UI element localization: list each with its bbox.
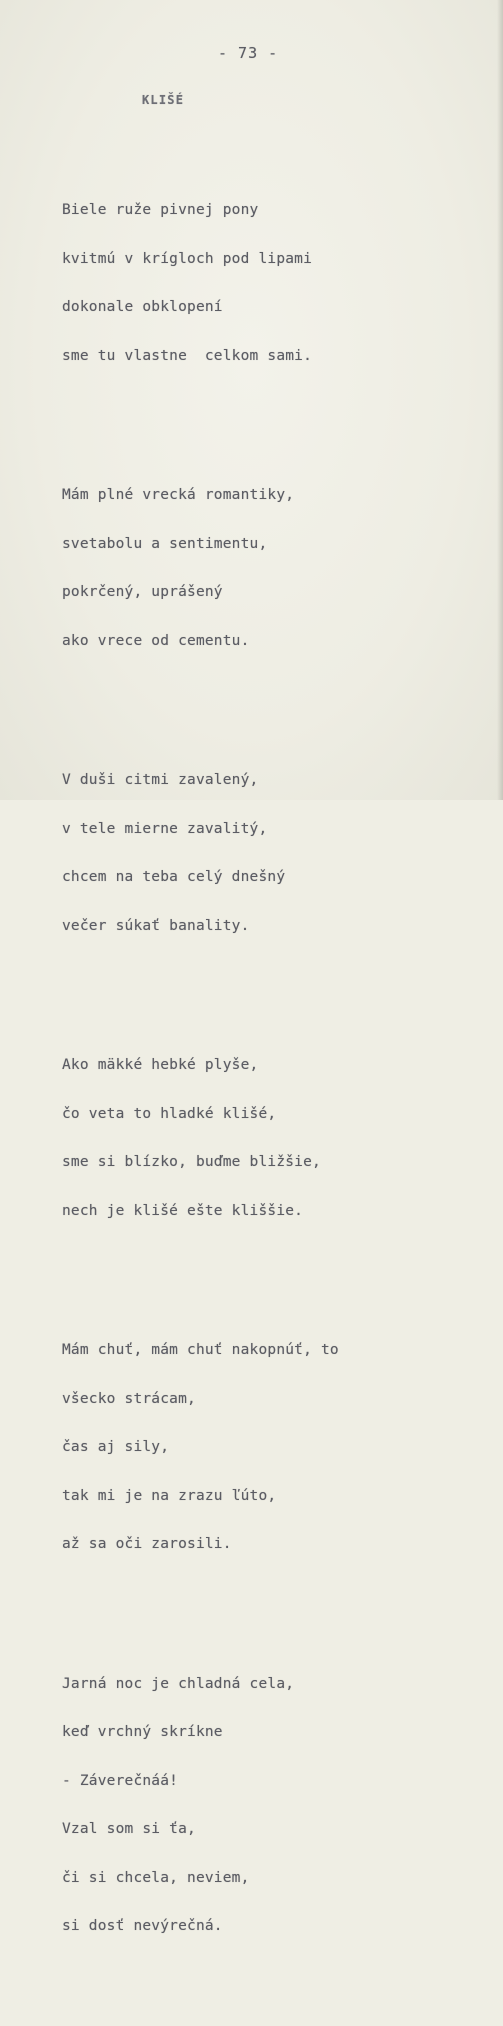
poem-line: či si chcela, neviem, bbox=[62, 1869, 250, 1886]
poem-line: sme tu vlastne celkom sami. bbox=[62, 347, 313, 364]
poem-line: sme si blízko, buďme bližšie, bbox=[62, 1154, 321, 1170]
poem-line: Biele ruže pivnej pony bbox=[62, 202, 259, 218]
poem-body bbox=[62, 138, 482, 2026]
stanza-2 bbox=[62, 455, 482, 681]
poem-line: až sa oči zarosili. bbox=[62, 1536, 232, 1552]
page-edge-shadow bbox=[497, 0, 503, 800]
poem-line: v tele mierne zavalitý, bbox=[62, 820, 268, 837]
stanza-4 bbox=[62, 1025, 482, 1251]
poem-line: pokrčený, uprášený bbox=[62, 584, 223, 600]
poem-line: Jarná noc je chladná cela, bbox=[62, 1675, 295, 1692]
poem-line: Mám chuť, mám chuť nakopnúť, to bbox=[62, 1342, 339, 1358]
poem-line: keď vrchný skríkne bbox=[62, 1724, 223, 1740]
page-number: - 73 - bbox=[218, 44, 279, 62]
poem-line: večer súkať banality. bbox=[62, 917, 250, 934]
poem-line: dokonale obklopení bbox=[62, 299, 223, 315]
poem-title: KLIŠÉ bbox=[142, 93, 185, 107]
poem-line: Ako mäkké hebké plyše, bbox=[62, 1057, 259, 1073]
poem-line: kvitmú v krígloch pod lipami bbox=[62, 250, 313, 267]
poem-line: V duši citmi zavalený, bbox=[62, 772, 259, 788]
poem-line: nech je klišé ešte kliššie. bbox=[62, 1202, 304, 1219]
stanza-6 bbox=[62, 1644, 482, 1967]
stanza-5 bbox=[62, 1310, 482, 1585]
poem-line: čo veta to hladké klišé, bbox=[62, 1105, 277, 1122]
stanza-3 bbox=[62, 740, 482, 966]
poem-line: čas aj sily, bbox=[62, 1439, 170, 1455]
poem-line: - Záverečnáá! bbox=[62, 1772, 179, 1789]
poem-line: si dosť nevýrečná. bbox=[62, 1918, 223, 1934]
poem-line: Mám plné vrecká romantiky, bbox=[62, 487, 295, 503]
poem-line: tak mi je na zrazu ľúto, bbox=[62, 1487, 277, 1504]
poem-line: chcem na teba celý dnešný bbox=[62, 869, 286, 885]
poem-line: ako vrece od cementu. bbox=[62, 632, 250, 649]
stanza-1 bbox=[62, 170, 482, 396]
poem-line: všecko strácam, bbox=[62, 1390, 196, 1407]
poem-line: svetabolu a sentimentu, bbox=[62, 535, 268, 552]
poem-line: Vzal som si ťa, bbox=[62, 1821, 196, 1837]
